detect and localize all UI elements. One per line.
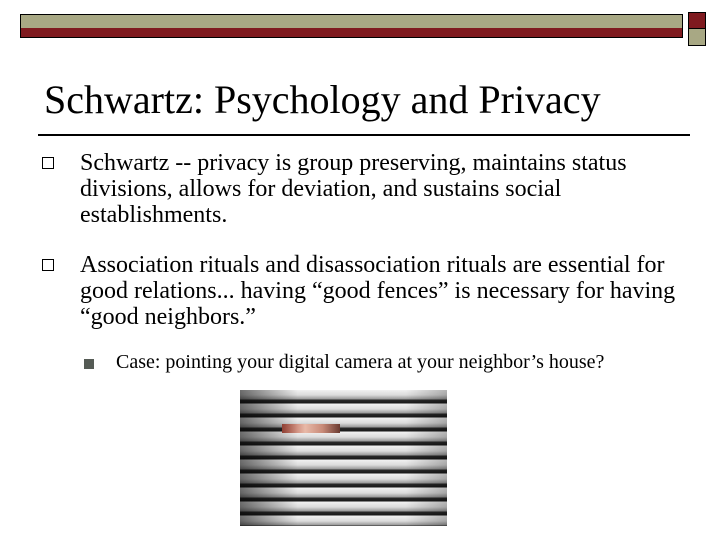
bullet-item (40, 150, 680, 228)
title-underline (38, 134, 690, 136)
bullet-item (40, 252, 680, 373)
top-decorative-bar (20, 14, 683, 38)
corner-square-olive (688, 28, 706, 46)
bullet-text: Schwartz -- privacy is group preserving, maintains status divisions, allows for deviation, and sustains social establishments. (80, 150, 627, 228)
sub-bullet-item (80, 352, 680, 373)
top-bar-maroon-stripe (21, 28, 682, 37)
top-bar-olive-stripe (21, 15, 682, 28)
bullet-text: Association rituals and disassociation rituals are essential for good relations... having “good fences” is necessary for having “good neighbors.” (80, 252, 676, 330)
filled-square-bullet-icon (84, 359, 94, 369)
photo-shading (240, 390, 447, 526)
hollow-square-bullet-icon (42, 259, 54, 271)
window-blinds-photo (240, 390, 447, 526)
hollow-square-bullet-icon (42, 157, 54, 169)
sub-bullet-text: Case: pointing your digital camera at your neighbor’s house? (116, 351, 605, 373)
slide-title: Schwartz: Psychology and Privacy (44, 77, 601, 122)
bullet-list (40, 150, 680, 397)
